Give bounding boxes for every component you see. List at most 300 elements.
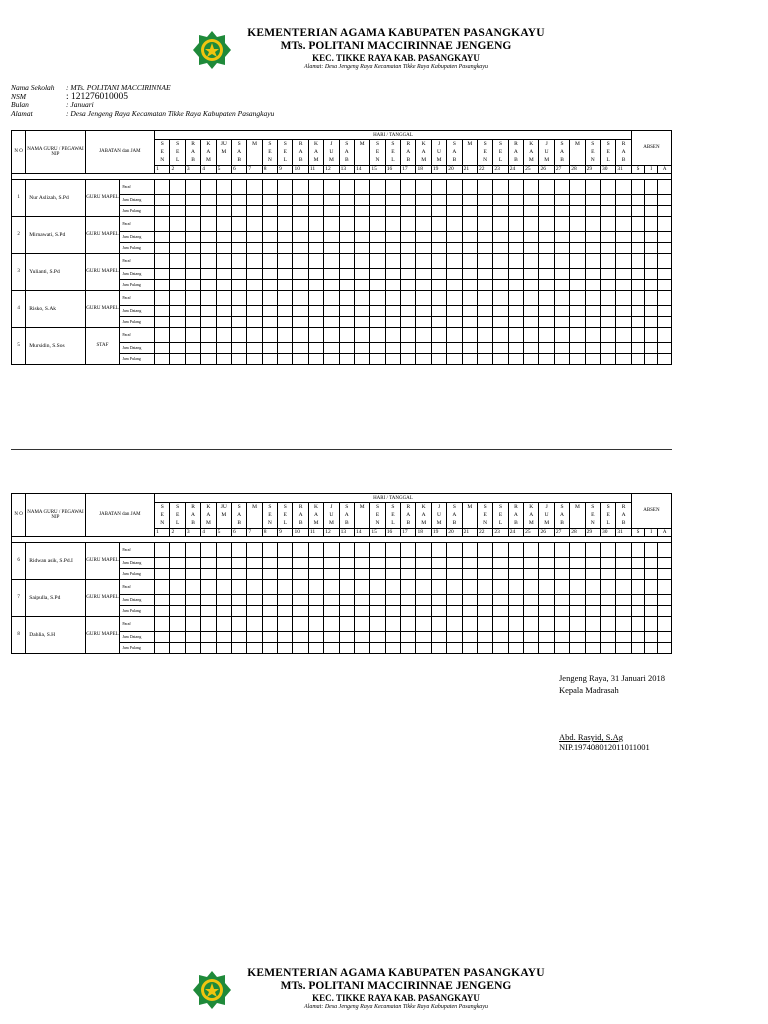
attendance-cell[interactable] [385, 268, 400, 279]
attendance-cell[interactable] [447, 316, 462, 327]
attendance-cell[interactable] [339, 279, 354, 290]
attendance-cell[interactable] [645, 579, 658, 594]
attendance-cell[interactable] [477, 631, 492, 642]
attendance-cell[interactable] [385, 642, 400, 653]
attendance-cell[interactable] [324, 279, 339, 290]
attendance-cell[interactable] [370, 242, 385, 253]
attendance-cell[interactable] [262, 568, 277, 579]
attendance-cell[interactable] [155, 327, 170, 342]
attendance-cell[interactable] [416, 242, 431, 253]
attendance-cell[interactable] [645, 557, 658, 568]
attendance-cell[interactable] [508, 327, 523, 342]
attendance-cell[interactable] [262, 342, 277, 353]
attendance-cell[interactable] [539, 216, 554, 231]
attendance-cell[interactable] [339, 557, 354, 568]
attendance-cell[interactable] [308, 616, 323, 631]
attendance-cell[interactable] [524, 305, 539, 316]
attendance-cell[interactable] [370, 616, 385, 631]
attendance-cell[interactable] [616, 353, 631, 364]
attendance-cell[interactable] [185, 542, 200, 557]
attendance-cell[interactable] [616, 568, 631, 579]
attendance-cell[interactable] [185, 242, 200, 253]
attendance-cell[interactable] [493, 253, 508, 268]
attendance-cell[interactable] [477, 594, 492, 605]
attendance-cell[interactable] [262, 557, 277, 568]
attendance-cell[interactable] [585, 542, 600, 557]
attendance-cell[interactable] [324, 205, 339, 216]
attendance-cell[interactable] [431, 305, 446, 316]
attendance-cell[interactable] [293, 568, 308, 579]
attendance-cell[interactable] [477, 353, 492, 364]
attendance-cell[interactable] [185, 316, 200, 327]
attendance-cell[interactable] [354, 631, 369, 642]
attendance-cell[interactable] [370, 594, 385, 605]
attendance-cell[interactable] [616, 242, 631, 253]
attendance-cell[interactable] [170, 231, 185, 242]
attendance-cell[interactable] [477, 642, 492, 653]
attendance-cell[interactable] [631, 253, 644, 268]
attendance-cell[interactable] [401, 327, 416, 342]
attendance-cell[interactable] [554, 279, 569, 290]
attendance-cell[interactable] [262, 231, 277, 242]
attendance-cell[interactable] [185, 579, 200, 594]
attendance-cell[interactable] [493, 353, 508, 364]
attendance-cell[interactable] [493, 616, 508, 631]
attendance-cell[interactable] [339, 327, 354, 342]
attendance-cell[interactable] [324, 353, 339, 364]
attendance-cell[interactable] [231, 557, 246, 568]
attendance-cell[interactable] [554, 616, 569, 631]
attendance-cell[interactable] [416, 305, 431, 316]
attendance-cell[interactable] [539, 179, 554, 194]
attendance-cell[interactable] [585, 216, 600, 231]
attendance-cell[interactable] [201, 316, 216, 327]
attendance-cell[interactable] [308, 305, 323, 316]
attendance-cell[interactable] [416, 216, 431, 231]
attendance-cell[interactable] [170, 179, 185, 194]
attendance-cell[interactable] [631, 179, 644, 194]
attendance-cell[interactable] [600, 279, 615, 290]
attendance-cell[interactable] [585, 605, 600, 616]
attendance-cell[interactable] [354, 353, 369, 364]
attendance-cell[interactable] [324, 631, 339, 642]
attendance-cell[interactable] [508, 642, 523, 653]
attendance-cell[interactable] [201, 616, 216, 631]
attendance-cell[interactable] [616, 579, 631, 594]
attendance-cell[interactable] [570, 268, 585, 279]
attendance-cell[interactable] [570, 594, 585, 605]
attendance-cell[interactable] [278, 353, 293, 364]
attendance-cell[interactable] [539, 205, 554, 216]
attendance-cell[interactable] [431, 242, 446, 253]
attendance-cell[interactable] [278, 316, 293, 327]
attendance-cell[interactable] [585, 631, 600, 642]
attendance-cell[interactable] [324, 594, 339, 605]
attendance-cell[interactable] [645, 616, 658, 631]
attendance-cell[interactable] [570, 579, 585, 594]
attendance-cell[interactable] [262, 631, 277, 642]
attendance-cell[interactable] [585, 305, 600, 316]
attendance-cell[interactable] [262, 327, 277, 342]
attendance-cell[interactable] [308, 242, 323, 253]
attendance-cell[interactable] [508, 242, 523, 253]
attendance-cell[interactable] [645, 316, 658, 327]
attendance-cell[interactable] [155, 642, 170, 653]
attendance-cell[interactable] [216, 279, 231, 290]
attendance-cell[interactable] [462, 579, 477, 594]
attendance-cell[interactable] [293, 631, 308, 642]
attendance-cell[interactable] [231, 290, 246, 305]
attendance-cell[interactable] [477, 279, 492, 290]
attendance-cell[interactable] [401, 242, 416, 253]
attendance-cell[interactable] [308, 342, 323, 353]
attendance-cell[interactable] [339, 316, 354, 327]
attendance-cell[interactable] [293, 205, 308, 216]
attendance-cell[interactable] [645, 194, 658, 205]
attendance-cell[interactable] [293, 279, 308, 290]
attendance-cell[interactable] [462, 594, 477, 605]
attendance-cell[interactable] [508, 631, 523, 642]
attendance-cell[interactable] [600, 353, 615, 364]
attendance-cell[interactable] [324, 579, 339, 594]
attendance-cell[interactable] [308, 179, 323, 194]
attendance-cell[interactable] [308, 279, 323, 290]
attendance-cell[interactable] [658, 279, 672, 290]
attendance-cell[interactable] [293, 342, 308, 353]
attendance-cell[interactable] [170, 605, 185, 616]
attendance-cell[interactable] [447, 253, 462, 268]
attendance-cell[interactable] [231, 205, 246, 216]
attendance-cell[interactable] [585, 194, 600, 205]
attendance-cell[interactable] [524, 316, 539, 327]
attendance-cell[interactable] [570, 605, 585, 616]
attendance-cell[interactable] [170, 316, 185, 327]
attendance-cell[interactable] [416, 316, 431, 327]
attendance-cell[interactable] [600, 605, 615, 616]
attendance-cell[interactable] [631, 568, 644, 579]
attendance-cell[interactable] [185, 642, 200, 653]
attendance-cell[interactable] [370, 316, 385, 327]
attendance-cell[interactable] [658, 557, 672, 568]
attendance-cell[interactable] [170, 268, 185, 279]
attendance-cell[interactable] [339, 194, 354, 205]
attendance-cell[interactable] [231, 216, 246, 231]
attendance-cell[interactable] [416, 594, 431, 605]
attendance-cell[interactable] [308, 579, 323, 594]
attendance-cell[interactable] [155, 253, 170, 268]
attendance-cell[interactable] [401, 568, 416, 579]
attendance-cell[interactable] [278, 616, 293, 631]
attendance-cell[interactable] [539, 305, 554, 316]
attendance-cell[interactable] [293, 353, 308, 364]
attendance-cell[interactable] [155, 316, 170, 327]
attendance-cell[interactable] [155, 616, 170, 631]
attendance-cell[interactable] [645, 642, 658, 653]
attendance-cell[interactable] [585, 557, 600, 568]
attendance-cell[interactable] [247, 579, 262, 594]
attendance-cell[interactable] [447, 642, 462, 653]
attendance-cell[interactable] [401, 205, 416, 216]
attendance-cell[interactable] [645, 568, 658, 579]
attendance-cell[interactable] [170, 342, 185, 353]
attendance-cell[interactable] [493, 205, 508, 216]
attendance-cell[interactable] [616, 605, 631, 616]
attendance-cell[interactable] [600, 231, 615, 242]
attendance-cell[interactable] [324, 605, 339, 616]
attendance-cell[interactable] [247, 194, 262, 205]
attendance-cell[interactable] [370, 631, 385, 642]
attendance-cell[interactable] [370, 642, 385, 653]
attendance-cell[interactable] [262, 268, 277, 279]
attendance-cell[interactable] [308, 542, 323, 557]
attendance-cell[interactable] [600, 542, 615, 557]
attendance-cell[interactable] [616, 316, 631, 327]
attendance-cell[interactable] [201, 231, 216, 242]
attendance-cell[interactable] [201, 594, 216, 605]
attendance-cell[interactable] [170, 305, 185, 316]
attendance-cell[interactable] [554, 316, 569, 327]
attendance-cell[interactable] [324, 642, 339, 653]
attendance-cell[interactable] [231, 642, 246, 653]
attendance-cell[interactable] [262, 279, 277, 290]
attendance-cell[interactable] [600, 342, 615, 353]
attendance-cell[interactable] [354, 194, 369, 205]
attendance-cell[interactable] [385, 542, 400, 557]
attendance-cell[interactable] [447, 616, 462, 631]
attendance-cell[interactable] [585, 231, 600, 242]
attendance-cell[interactable] [554, 231, 569, 242]
attendance-cell[interactable] [508, 568, 523, 579]
attendance-cell[interactable] [616, 231, 631, 242]
attendance-cell[interactable] [247, 179, 262, 194]
attendance-cell[interactable] [293, 305, 308, 316]
attendance-cell[interactable] [585, 290, 600, 305]
attendance-cell[interactable] [231, 542, 246, 557]
attendance-cell[interactable] [293, 242, 308, 253]
attendance-cell[interactable] [339, 542, 354, 557]
attendance-cell[interactable] [631, 642, 644, 653]
attendance-cell[interactable] [554, 242, 569, 253]
attendance-cell[interactable] [524, 557, 539, 568]
attendance-cell[interactable] [308, 594, 323, 605]
attendance-cell[interactable] [354, 642, 369, 653]
attendance-cell[interactable] [616, 327, 631, 342]
attendance-cell[interactable] [431, 353, 446, 364]
attendance-cell[interactable] [385, 216, 400, 231]
attendance-cell[interactable] [508, 290, 523, 305]
attendance-cell[interactable] [447, 231, 462, 242]
attendance-cell[interactable] [631, 542, 644, 557]
attendance-cell[interactable] [600, 631, 615, 642]
attendance-cell[interactable] [247, 353, 262, 364]
attendance-cell[interactable] [447, 194, 462, 205]
attendance-cell[interactable] [658, 179, 672, 194]
attendance-cell[interactable] [324, 557, 339, 568]
attendance-cell[interactable] [216, 616, 231, 631]
attendance-cell[interactable] [462, 205, 477, 216]
attendance-cell[interactable] [170, 557, 185, 568]
attendance-cell[interactable] [170, 542, 185, 557]
attendance-cell[interactable] [508, 279, 523, 290]
attendance-cell[interactable] [524, 353, 539, 364]
attendance-cell[interactable] [447, 242, 462, 253]
attendance-cell[interactable] [524, 290, 539, 305]
attendance-cell[interactable] [401, 253, 416, 268]
attendance-cell[interactable] [339, 642, 354, 653]
attendance-cell[interactable] [324, 616, 339, 631]
attendance-cell[interactable] [570, 342, 585, 353]
attendance-cell[interactable] [616, 194, 631, 205]
attendance-cell[interactable] [401, 231, 416, 242]
attendance-cell[interactable] [477, 542, 492, 557]
attendance-cell[interactable] [477, 179, 492, 194]
attendance-cell[interactable] [385, 568, 400, 579]
attendance-cell[interactable] [431, 279, 446, 290]
attendance-cell[interactable] [645, 631, 658, 642]
attendance-cell[interactable] [324, 231, 339, 242]
attendance-cell[interactable] [493, 231, 508, 242]
attendance-cell[interactable] [401, 594, 416, 605]
attendance-cell[interactable] [631, 216, 644, 231]
attendance-cell[interactable] [493, 568, 508, 579]
attendance-cell[interactable] [524, 605, 539, 616]
attendance-cell[interactable] [216, 194, 231, 205]
attendance-cell[interactable] [524, 253, 539, 268]
attendance-cell[interactable] [278, 242, 293, 253]
attendance-cell[interactable] [370, 605, 385, 616]
attendance-cell[interactable] [462, 316, 477, 327]
attendance-cell[interactable] [155, 290, 170, 305]
attendance-cell[interactable] [462, 353, 477, 364]
attendance-cell[interactable] [216, 579, 231, 594]
attendance-cell[interactable] [231, 342, 246, 353]
attendance-cell[interactable] [401, 216, 416, 231]
attendance-cell[interactable] [293, 557, 308, 568]
attendance-cell[interactable] [645, 216, 658, 231]
attendance-cell[interactable] [477, 216, 492, 231]
attendance-cell[interactable] [231, 616, 246, 631]
attendance-cell[interactable] [616, 205, 631, 216]
attendance-cell[interactable] [293, 594, 308, 605]
attendance-cell[interactable] [231, 305, 246, 316]
attendance-cell[interactable] [600, 179, 615, 194]
attendance-cell[interactable] [658, 290, 672, 305]
attendance-cell[interactable] [554, 353, 569, 364]
attendance-cell[interactable] [616, 305, 631, 316]
attendance-cell[interactable] [658, 253, 672, 268]
attendance-cell[interactable] [293, 616, 308, 631]
attendance-cell[interactable] [600, 268, 615, 279]
attendance-cell[interactable] [385, 605, 400, 616]
attendance-cell[interactable] [247, 316, 262, 327]
attendance-cell[interactable] [554, 579, 569, 594]
attendance-cell[interactable] [216, 179, 231, 194]
attendance-cell[interactable] [539, 268, 554, 279]
attendance-cell[interactable] [508, 216, 523, 231]
attendance-cell[interactable] [262, 253, 277, 268]
attendance-cell[interactable] [524, 216, 539, 231]
attendance-cell[interactable] [524, 231, 539, 242]
attendance-cell[interactable] [447, 342, 462, 353]
attendance-cell[interactable] [262, 594, 277, 605]
attendance-cell[interactable] [554, 557, 569, 568]
attendance-cell[interactable] [216, 605, 231, 616]
attendance-cell[interactable] [308, 631, 323, 642]
attendance-cell[interactable] [570, 353, 585, 364]
attendance-cell[interactable] [354, 253, 369, 268]
attendance-cell[interactable] [401, 557, 416, 568]
attendance-cell[interactable] [600, 205, 615, 216]
attendance-cell[interactable] [431, 631, 446, 642]
attendance-cell[interactable] [645, 253, 658, 268]
attendance-cell[interactable] [631, 231, 644, 242]
attendance-cell[interactable] [354, 616, 369, 631]
attendance-cell[interactable] [539, 327, 554, 342]
attendance-cell[interactable] [631, 290, 644, 305]
attendance-cell[interactable] [631, 279, 644, 290]
attendance-cell[interactable] [658, 353, 672, 364]
attendance-cell[interactable] [585, 579, 600, 594]
attendance-cell[interactable] [324, 342, 339, 353]
attendance-cell[interactable] [354, 305, 369, 316]
attendance-cell[interactable] [370, 557, 385, 568]
attendance-cell[interactable] [554, 253, 569, 268]
attendance-cell[interactable] [201, 253, 216, 268]
attendance-cell[interactable] [401, 279, 416, 290]
attendance-cell[interactable] [354, 342, 369, 353]
attendance-cell[interactable] [570, 631, 585, 642]
attendance-cell[interactable] [278, 642, 293, 653]
attendance-cell[interactable] [493, 594, 508, 605]
attendance-cell[interactable] [170, 327, 185, 342]
attendance-cell[interactable] [170, 642, 185, 653]
attendance-cell[interactable] [201, 557, 216, 568]
attendance-cell[interactable] [201, 605, 216, 616]
attendance-cell[interactable] [600, 594, 615, 605]
attendance-cell[interactable] [508, 231, 523, 242]
attendance-cell[interactable] [585, 642, 600, 653]
attendance-cell[interactable] [170, 194, 185, 205]
attendance-cell[interactable] [493, 216, 508, 231]
attendance-cell[interactable] [431, 579, 446, 594]
attendance-cell[interactable] [616, 290, 631, 305]
attendance-cell[interactable] [216, 216, 231, 231]
attendance-cell[interactable] [247, 594, 262, 605]
attendance-cell[interactable] [524, 268, 539, 279]
attendance-cell[interactable] [658, 268, 672, 279]
attendance-cell[interactable] [645, 279, 658, 290]
attendance-cell[interactable] [493, 194, 508, 205]
attendance-cell[interactable] [539, 290, 554, 305]
attendance-cell[interactable] [585, 616, 600, 631]
attendance-cell[interactable] [431, 342, 446, 353]
attendance-cell[interactable] [554, 290, 569, 305]
attendance-cell[interactable] [324, 194, 339, 205]
attendance-cell[interactable] [539, 568, 554, 579]
attendance-cell[interactable] [631, 327, 644, 342]
attendance-cell[interactable] [416, 253, 431, 268]
attendance-cell[interactable] [262, 242, 277, 253]
attendance-cell[interactable] [416, 179, 431, 194]
attendance-cell[interactable] [554, 631, 569, 642]
attendance-cell[interactable] [278, 279, 293, 290]
attendance-cell[interactable] [216, 231, 231, 242]
attendance-cell[interactable] [585, 342, 600, 353]
attendance-cell[interactable] [600, 194, 615, 205]
attendance-cell[interactable] [658, 194, 672, 205]
attendance-cell[interactable] [324, 290, 339, 305]
attendance-cell[interactable] [354, 216, 369, 231]
